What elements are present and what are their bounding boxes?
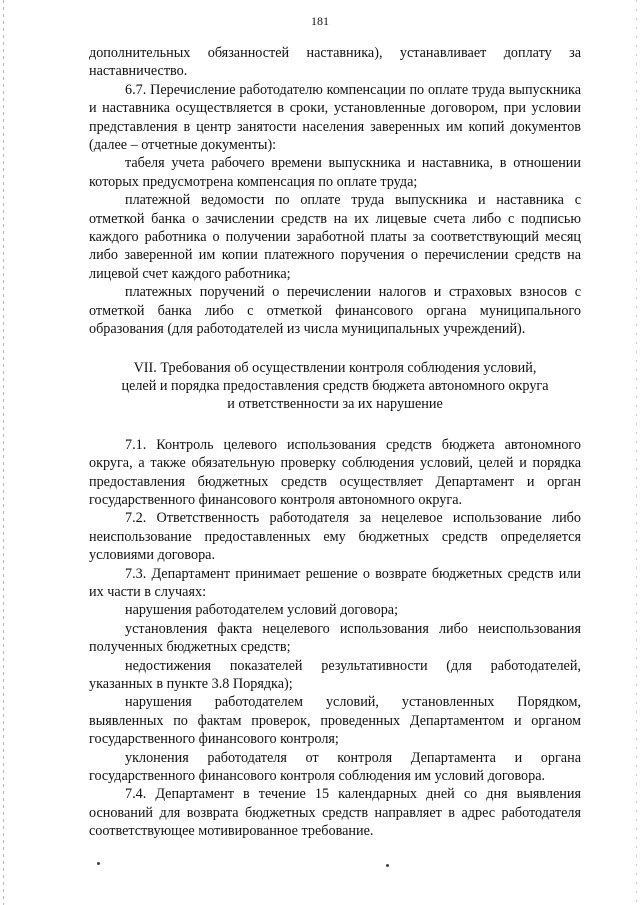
scan-speck-right (386, 864, 389, 867)
paragraph-payroll: платежной ведомости по оплате труда выпускника и наставника с отметкой банка о зачислении средств на их лицевые счета либо с подписью каждого работника о получении заработной платы за соответствующий месяц либо заверенной им копии платежного поручения о перечислении средств на лицевой счет каждого работника; (89, 192, 581, 282)
paragraph-7-1: 7.1. Контроль целевого использования средств бюджета автономного округа, а также обязательную проверку соблюдения условий, целей и порядка предоставления бюджетных средств осуществляет Департамент и орган государственного финансового контроля автономного округа. (89, 436, 581, 508)
list-item-misuse: установления факта нецелевого использования либо неиспользования полученных бюджетных средств; (89, 620, 581, 656)
page-number: 181 (311, 14, 329, 28)
paragraph-continuation: дополнительных обязанностей наставника), устанавливает доплату за наставничество. (89, 45, 581, 80)
paragraph-7-2: 7.2. Ответственность работодателя за нецелевое использование либо неиспользование предоставленных ему бюджетных средств определяется условиями договора. (89, 510, 581, 564)
list-item-indicators: недостижения показателей результативности (для работодателей, указанных в пункте 3.8 Порядка); (89, 657, 581, 692)
paragraph-7-3: 7.3. Департамент принимает решение о возврате бюджетных средств или их части в случаях: (89, 565, 581, 600)
section-heading-vii: VII. Требования об осуществлении контроля соблюдения условий, целей и порядка предоставления средств бюджета автономного округа и ответственности за их нарушение (121, 359, 549, 413)
list-item-contract-violation: нарушения работодателем условий договора; (125, 602, 399, 619)
list-item-audit-violations: нарушения работодателем условий, установленных Порядком, выявленных по фактам проверок, проведенных Департаментом и органом государственного финансового контроля; (89, 694, 581, 748)
list-item-evasion: уклонения работодателя от контроля Департамента и органа государственного финансового контроля соблюдения им условий договора. (89, 749, 581, 785)
scan-speck-left (97, 862, 100, 865)
page-edge-left (3, 0, 4, 905)
document-body (89, 44, 581, 841)
paragraph-timesheet: табеля учета рабочего времени выпускника и наставника, в отношении которых предусмотрена компенсация по оплате труда; (89, 155, 581, 190)
page-edge-right (636, 0, 637, 905)
paragraph-payment-orders: платежных поручений о перечислении налогов и страховых взносов с отметкой банка либо с отметкой финансового органа муниципального образования (для работодателей из числа муниципальных учреждений). (89, 284, 581, 338)
paragraph-6-7: 6.7. Перечисление работодателю компенсации по оплате труда выпускника и наставника осуществляется в сроки, установленные договором, при условии представления в центр занятости населения заверенных им копий документов (далее – отчетные документы): (89, 81, 581, 154)
paragraph-7-4: 7.4. Департамент в течение 15 календарных дней со дня выявления оснований для возврата бюджетных средств направляет в адрес работодателя соответствующее мотивированное требование. (89, 786, 581, 840)
